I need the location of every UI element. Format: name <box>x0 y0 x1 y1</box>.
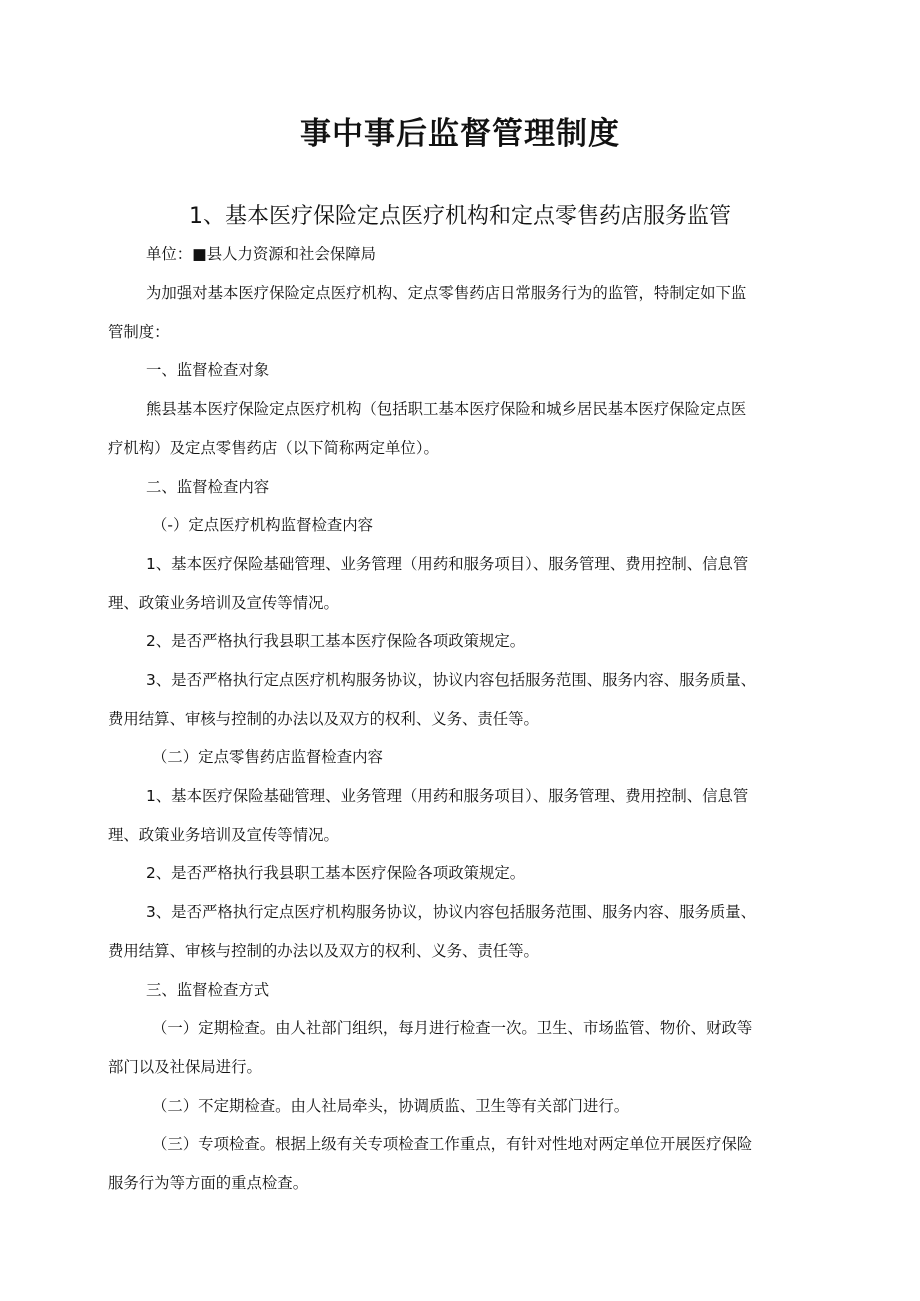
heading-line: 三、监督检查方式 <box>146 981 270 999</box>
paragraph-line: 1、基本医疗保险基础管理、业务管理（用药和服务项目）、服务管理、费用控制、信息管 <box>146 555 749 573</box>
paragraph-line: 费用结算、审核与控制的办法以及双方的权利、义务、责任等。 <box>108 710 539 728</box>
paragraph-line: 3、是否严格执行定点医疗机构服务协议，协议内容包括服务范围、服务内容、服务质量、 <box>146 671 757 689</box>
paragraph-line: （一）定期检查。由人社部门组织，每月进行检查一次。卫生、市场监管、物价、财政等 <box>152 1019 753 1037</box>
paragraph-line: 为加强对基本医疗保险定点医疗机构、定点零售药店日常服务行为的监管，特制定如下监 <box>146 284 747 302</box>
paragraph-line: 1、基本医疗保险基础管理、业务管理（用药和服务项目）、服务管理、费用控制、信息管 <box>146 787 749 805</box>
heading-line: 二、监督检查内容 <box>146 478 270 496</box>
paragraph-line: 管制度： <box>108 323 170 341</box>
paragraph-line: 疗机构）及定点零售药店（以下简称两定单位）。 <box>108 439 439 457</box>
paragraph-line: 3、是否严格执行定点医疗机构服务协议，协议内容包括服务范围、服务内容、服务质量、 <box>146 903 757 921</box>
document-title: 事中事后监督管理制度 <box>300 116 620 152</box>
section-title: 1、基本医疗保险定点医疗机构和定点零售药店服务监管 <box>189 204 731 229</box>
unit-line: 单位：■县人力资源和社会保障局 <box>146 245 377 263</box>
subheading-line: （-）定点医疗机构监督检查内容 <box>152 516 374 534</box>
paragraph-line: （二）不定期检查。由人社局牵头，协调质监、卫生等有关部门进行。 <box>152 1097 630 1115</box>
paragraph-line: 2、是否严格执行我县职工基本医疗保险各项政策规定。 <box>146 864 526 882</box>
paragraph-line: 2、是否严格执行我县职工基本医疗保险各项政策规定。 <box>146 632 526 650</box>
paragraph-line: 理、政策业务培训及宣传等情况。 <box>108 594 339 612</box>
paragraph-line: 熊县基本医疗保险定点医疗机构（包括职工基本医疗保险和城乡居民基本医疗保险定点医 <box>146 400 747 418</box>
subheading-line: （二）定点零售药店监督检查内容 <box>152 748 383 766</box>
paragraph-line: 服务行为等方面的重点检查。 <box>108 1174 309 1192</box>
paragraph-line: 理、政策业务培训及宣传等情况。 <box>108 826 339 844</box>
paragraph-line: 费用结算、审核与控制的办法以及双方的权利、义务、责任等。 <box>108 942 539 960</box>
paragraph-line: 部门以及社保局进行。 <box>108 1058 262 1076</box>
paragraph-line: （三）专项检查。根据上级有关专项检查工作重点，有针对性地对两定单位开展医疗保险 <box>152 1135 753 1153</box>
heading-line: 一、监督检查对象 <box>146 361 270 379</box>
